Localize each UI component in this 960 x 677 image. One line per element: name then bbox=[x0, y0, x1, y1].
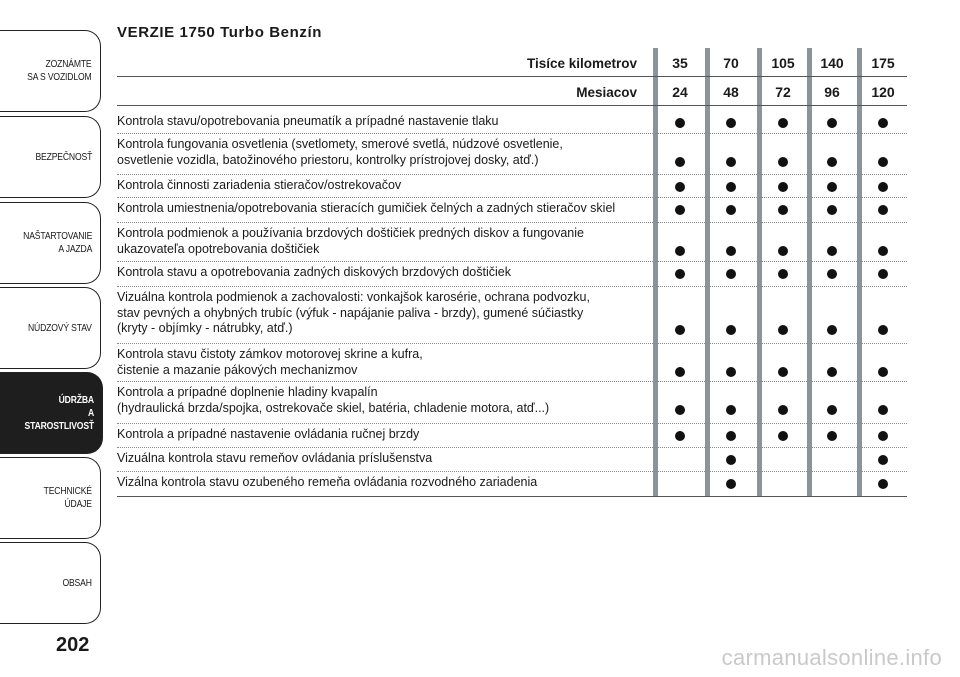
row-divider bbox=[117, 423, 907, 424]
maintenance-item-text: Kontrola stavu čistoty zámkov motorovej skrine a kufra, čistenie a mazanie pákových mechanizmov bbox=[117, 347, 423, 377]
chapter-tab[interactable] bbox=[0, 457, 101, 539]
maintenance-item-text: Kontrola a prípadné doplnenie hladiny kvapalín (hydraulická brzda/spojka, ostrekovače skiel, batéria, chladenie motora, atď...) bbox=[117, 385, 550, 415]
km-interval: 105 bbox=[771, 55, 795, 71]
km-interval: 175 bbox=[871, 55, 895, 71]
check-dot-icon bbox=[675, 182, 685, 192]
check-dot-icon bbox=[827, 405, 837, 415]
check-dot-icon bbox=[778, 205, 788, 215]
check-dot-icon bbox=[675, 118, 685, 128]
months-interval: 72 bbox=[775, 84, 791, 100]
chapter-tab[interactable] bbox=[0, 287, 101, 369]
row-divider bbox=[117, 381, 907, 382]
row-divider bbox=[117, 222, 907, 223]
maintenance-item-text: Vizuálna kontrola podmienok a zachovalosti: vonkajšok karosérie, ochrana podvozku, stav pevných a ohybných trubíc (výfuk - napájanie paliva - brzdy), gumené súčiastky (kryty - objímky - nátrubky, atď.) bbox=[117, 290, 590, 335]
check-dot-icon bbox=[878, 118, 888, 128]
check-dot-icon bbox=[827, 431, 837, 441]
chapter-tab-label: TECHNICKÉ ÚDAJE bbox=[43, 485, 92, 510]
chapter-tab[interactable] bbox=[0, 372, 103, 454]
check-dot-icon bbox=[726, 431, 736, 441]
check-dot-icon bbox=[778, 182, 788, 192]
chapter-tab[interactable] bbox=[0, 202, 101, 284]
maintenance-item-text: Kontrola podmienok a používania brzdových doštičiek predných diskov a fungovanie ukazovateľa opotrebovania doštičiek bbox=[117, 226, 584, 256]
check-dot-icon bbox=[675, 367, 685, 377]
check-dot-icon bbox=[675, 405, 685, 415]
check-dot-icon bbox=[675, 157, 685, 167]
check-dot-icon bbox=[675, 205, 685, 215]
months-header-label: Mesiacov bbox=[576, 85, 637, 100]
check-dot-icon bbox=[778, 367, 788, 377]
check-dot-icon bbox=[827, 367, 837, 377]
check-dot-icon bbox=[778, 157, 788, 167]
column-divider bbox=[807, 48, 812, 497]
section-title: VERZIE 1750 Turbo Benzín bbox=[117, 24, 322, 41]
check-dot-icon bbox=[878, 479, 888, 489]
check-dot-icon bbox=[878, 431, 888, 441]
check-dot-icon bbox=[827, 157, 837, 167]
km-interval: 70 bbox=[723, 55, 739, 71]
check-dot-icon bbox=[778, 405, 788, 415]
check-dot-icon bbox=[675, 325, 685, 335]
months-interval: 120 bbox=[871, 84, 895, 100]
km-interval: 35 bbox=[672, 55, 688, 71]
check-dot-icon bbox=[726, 205, 736, 215]
row-divider bbox=[117, 286, 907, 287]
check-dot-icon bbox=[726, 405, 736, 415]
row-divider bbox=[117, 447, 907, 448]
check-dot-icon bbox=[878, 246, 888, 256]
row-divider bbox=[117, 105, 907, 106]
watermark: carmanualsonline.info bbox=[721, 645, 942, 670]
months-interval: 48 bbox=[723, 84, 739, 100]
check-dot-icon bbox=[827, 205, 837, 215]
maintenance-item-text: Kontrola stavu/opotrebovania pneumatík a prípadné nastavenie tlaku bbox=[117, 114, 499, 128]
check-dot-icon bbox=[827, 269, 837, 279]
check-dot-icon bbox=[726, 455, 736, 465]
row-divider bbox=[117, 133, 907, 134]
check-dot-icon bbox=[878, 325, 888, 335]
column-divider bbox=[757, 48, 762, 497]
check-dot-icon bbox=[878, 269, 888, 279]
chapter-tab-label: BEZPEČNOSŤ bbox=[35, 150, 92, 163]
maintenance-item-text: Vizálna kontrola stavu ozubeného remeňa ovládania rozvodného zariadenia bbox=[117, 475, 538, 489]
row-divider bbox=[117, 174, 907, 175]
check-dot-icon bbox=[878, 205, 888, 215]
check-dot-icon bbox=[778, 431, 788, 441]
row-divider bbox=[117, 261, 907, 262]
check-dot-icon bbox=[675, 269, 685, 279]
check-dot-icon bbox=[878, 455, 888, 465]
chapter-tab[interactable] bbox=[0, 116, 101, 198]
check-dot-icon bbox=[878, 157, 888, 167]
check-dot-icon bbox=[878, 182, 888, 192]
column-divider bbox=[857, 48, 862, 497]
check-dot-icon bbox=[827, 118, 837, 128]
check-dot-icon bbox=[726, 269, 736, 279]
chapter-tab-label: ÚDRŽBA A STAROSTLIVOSŤ bbox=[24, 393, 94, 432]
column-divider bbox=[705, 48, 710, 497]
row-divider bbox=[117, 496, 907, 497]
chapter-tab[interactable] bbox=[0, 542, 101, 624]
chapter-tab[interactable] bbox=[0, 30, 101, 112]
check-dot-icon bbox=[878, 367, 888, 377]
chapter-tab-label: ZOZNÁMTE SA S VOZIDLOM bbox=[27, 58, 92, 83]
page-number: 202 bbox=[56, 634, 90, 656]
maintenance-item-text: Vizuálna kontrola stavu remeňov ovládania príslušenstva bbox=[117, 451, 433, 465]
months-interval: 24 bbox=[672, 84, 688, 100]
maintenance-item-text: Kontrola stavu a opotrebovania zadných diskových brzdových doštičiek bbox=[117, 265, 511, 279]
check-dot-icon bbox=[827, 325, 837, 335]
chapter-tab-label: NÚDZOVÝ STAV bbox=[28, 321, 92, 334]
check-dot-icon bbox=[778, 269, 788, 279]
check-dot-icon bbox=[778, 118, 788, 128]
check-dot-icon bbox=[778, 325, 788, 335]
km-header-label: Tisíce kilometrov bbox=[526, 56, 637, 71]
check-dot-icon bbox=[726, 182, 736, 192]
check-dot-icon bbox=[726, 246, 736, 256]
chapter-tab-label: OBSAH bbox=[62, 576, 92, 589]
maintenance-item-text: Kontrola a prípadné nastavenie ovládania ručnej brzdy bbox=[117, 427, 420, 441]
check-dot-icon bbox=[827, 182, 837, 192]
km-interval: 140 bbox=[820, 55, 844, 71]
row-divider bbox=[117, 197, 907, 198]
check-dot-icon bbox=[726, 367, 736, 377]
check-dot-icon bbox=[726, 325, 736, 335]
chapter-tab-label: NAŠTARTOVANIE A JAZDA bbox=[22, 230, 92, 255]
maintenance-item-text: Kontrola činnosti zariadenia stieračov/ostrekovačov bbox=[117, 178, 402, 192]
maintenance-item-text: Kontrola fungovania osvetlenia (svetlomety, smerové svetlá, núdzové osvetlenie, osvetlenie vozidla, batožinového priestoru, kontrolky prístrojovej dosky, atď.) bbox=[117, 137, 563, 167]
months-interval: 96 bbox=[824, 84, 840, 100]
check-dot-icon bbox=[675, 246, 685, 256]
check-dot-icon bbox=[675, 431, 685, 441]
maintenance-item-text: Kontrola umiestnenia/opotrebovania stieracích gumičiek čelných a zadných stieračov skiel bbox=[117, 201, 616, 215]
check-dot-icon bbox=[827, 246, 837, 256]
check-dot-icon bbox=[726, 157, 736, 167]
row-divider bbox=[117, 343, 907, 344]
row-divider bbox=[117, 76, 907, 77]
check-dot-icon bbox=[726, 479, 736, 489]
check-dot-icon bbox=[778, 246, 788, 256]
check-dot-icon bbox=[878, 405, 888, 415]
row-divider bbox=[117, 471, 907, 472]
check-dot-icon bbox=[726, 118, 736, 128]
